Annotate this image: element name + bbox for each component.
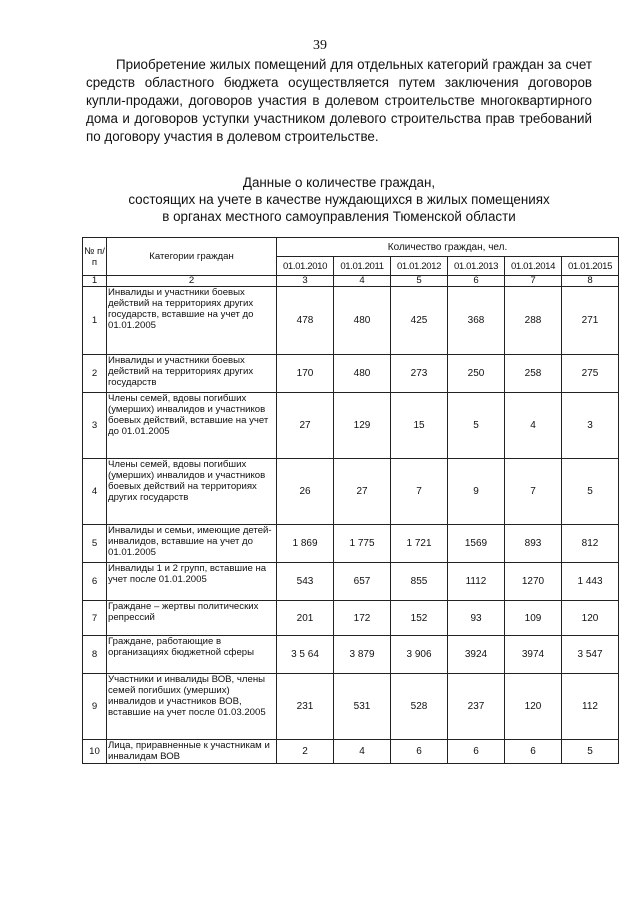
row-value: 812 [562,525,619,563]
header-date: 01.01.2011 [334,257,391,276]
row-value: 271 [562,287,619,355]
column-index-row [83,276,619,287]
row-value: 1569 [448,525,505,563]
row-value: 6 [505,740,562,764]
row-value: 6 [391,740,448,764]
row-value: 5 [448,393,505,459]
header-count-group: Количество граждан, чел. [277,238,619,257]
row-category: Граждане – жертвы политических репрессий [107,601,277,636]
title-line-2: состоящих на учете в качестве нуждающихся в жилых помещениях [128,192,550,207]
row-value: 1 869 [277,525,334,563]
citizens-table [82,237,619,764]
row-value: 7 [391,459,448,525]
row-value: 1 721 [391,525,448,563]
table-row [83,601,619,636]
row-value: 27 [277,393,334,459]
row-value: 1 443 [562,563,619,601]
row-value: 1270 [505,563,562,601]
table-row [83,393,619,459]
column-index: 4 [334,276,391,287]
column-index: 1 [83,276,107,287]
title-line-3: в органах местного самоуправления Тюменской области [162,209,516,224]
row-category: Инвалиды и семьи, имеющие детей-инвалидов, вставшие на учет до 01.01.2005 [107,525,277,563]
row-value: 528 [391,674,448,740]
row-category: Инвалиды и участники боевых действий на территориях других государств [107,355,277,393]
row-value: 15 [391,393,448,459]
row-value: 2 [277,740,334,764]
row-value: 4 [505,393,562,459]
row-value: 480 [334,355,391,393]
row-number: 5 [83,525,107,563]
row-value: 250 [448,355,505,393]
row-number: 9 [83,674,107,740]
column-index: 5 [391,276,448,287]
row-value: 109 [505,601,562,636]
row-value: 425 [391,287,448,355]
column-index: 8 [562,276,619,287]
row-value: 201 [277,601,334,636]
row-value: 112 [562,674,619,740]
row-value: 3 547 [562,636,619,674]
row-value: 531 [334,674,391,740]
table-row [83,636,619,674]
header-date: 01.01.2014 [505,257,562,276]
row-value: 6 [448,740,505,764]
row-category: Инвалиды 1 и 2 групп, вставшие на учет после 01.01.2005 [107,563,277,601]
row-number: 2 [83,355,107,393]
page-number: 39 [313,38,327,53]
row-value: 93 [448,601,505,636]
table-body [83,276,619,764]
header-date: 01.01.2012 [391,257,448,276]
row-value: 288 [505,287,562,355]
header-category: Категории граждан [107,238,277,276]
intro-paragraph: Приобретение жилых помещений для отдельных категорий граждан за счет средств областного бюджета осуществляется путем заключения договоров купли-продажи, договоров участия в долевом строительстве многоквартирного дома и договоров уступки участником долевого строительства прав требований по договору участия в долевом строительстве. [86,57,592,144]
header-date: 01.01.2013 [448,257,505,276]
row-value: 1 775 [334,525,391,563]
table-row [83,355,619,393]
row-value: 3 5 64 [277,636,334,674]
row-category: Участники и инвалиды ВОВ, члены семей погибших (умерших) инвалидов и участников ВОВ, вставшие на учет после 01.03.2005 [107,674,277,740]
row-value: 5 [562,459,619,525]
row-value: 237 [448,674,505,740]
row-value: 120 [505,674,562,740]
row-value: 893 [505,525,562,563]
column-index: 7 [505,276,562,287]
row-category: Члены семей, вдовы погибших (умерших) инвалидов и участников боевых действий на территориях других государств [107,459,277,525]
title-line-1: Данные о количестве граждан, [242,175,436,190]
row-category: Лица, приравненные к участникам и инвалидам ВОВ [107,740,277,764]
row-value: 231 [277,674,334,740]
header-date: 01.01.2015 [562,257,619,276]
row-value: 26 [277,459,334,525]
row-value: 258 [505,355,562,393]
row-value: 657 [334,563,391,601]
row-value: 3 879 [334,636,391,674]
row-value: 275 [562,355,619,393]
row-category: Граждане, работающие в организациях бюджетной сферы [107,636,277,674]
row-value: 368 [448,287,505,355]
row-value: 172 [334,601,391,636]
row-value: 7 [505,459,562,525]
row-value: 152 [391,601,448,636]
table-row [83,459,619,525]
row-number: 8 [83,636,107,674]
table-row [83,563,619,601]
row-value: 129 [334,393,391,459]
row-value: 27 [334,459,391,525]
table-row [83,525,619,563]
table-title [86,174,592,225]
row-value: 855 [391,563,448,601]
row-value: 120 [562,601,619,636]
row-value: 5 [562,740,619,764]
column-index: 2 [107,276,277,287]
row-number: 6 [83,563,107,601]
row-category: Члены семей, вдовы погибших (умерших) инвалидов и участников боевых действий, вставшие на учет до 01.01.2005 [107,393,277,459]
row-number: 1 [83,287,107,355]
table-row [83,287,619,355]
row-value: 543 [277,563,334,601]
row-category: Инвалиды и участники боевых действий на территориях других государств, вставшие на учет до 01.01.2005 [107,287,277,355]
row-number: 10 [83,740,107,764]
row-value: 3974 [505,636,562,674]
row-value: 3 [562,393,619,459]
row-value: 478 [277,287,334,355]
column-index: 3 [277,276,334,287]
column-index: 6 [448,276,505,287]
row-value: 3924 [448,636,505,674]
table-row [83,740,619,764]
header-date: 01.01.2010 [277,257,334,276]
row-value: 480 [334,287,391,355]
row-value: 1112 [448,563,505,601]
row-number: 3 [83,393,107,459]
row-number: 4 [83,459,107,525]
row-value: 3 906 [391,636,448,674]
table-row [83,674,619,740]
row-number: 7 [83,601,107,636]
header-num: № п/п [83,238,107,276]
row-value: 170 [277,355,334,393]
row-value: 273 [391,355,448,393]
row-value: 4 [334,740,391,764]
row-value: 9 [448,459,505,525]
